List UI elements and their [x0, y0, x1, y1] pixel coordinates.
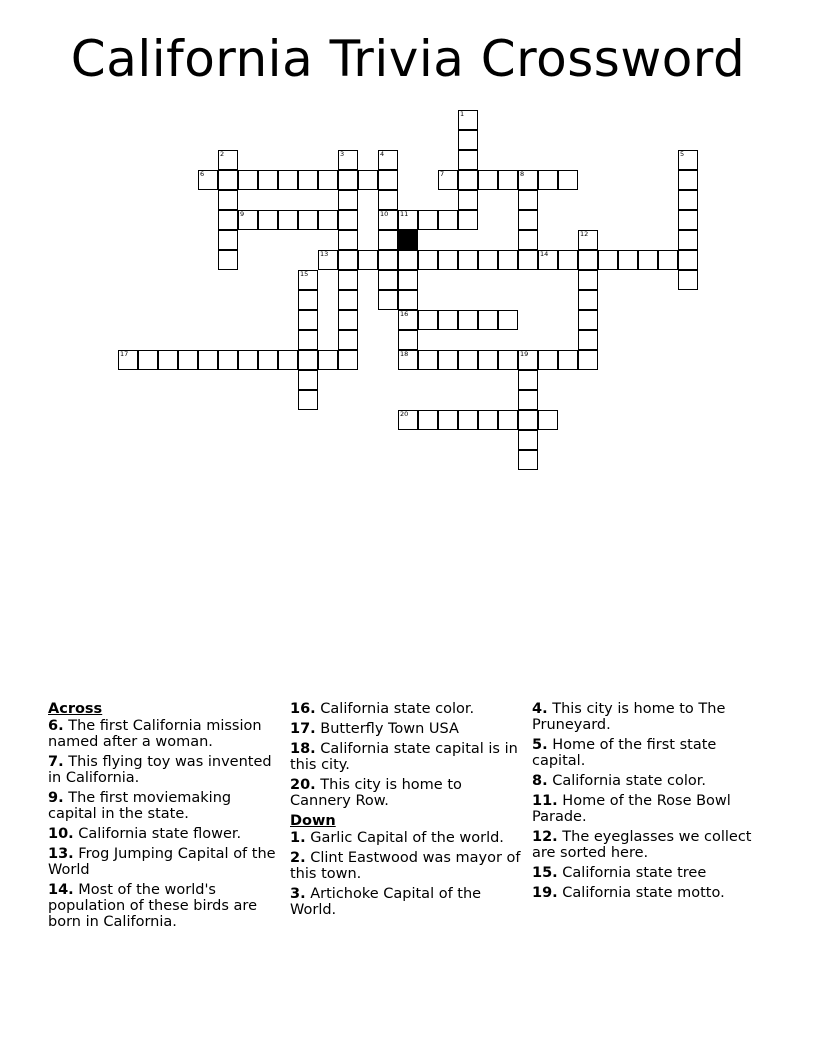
- grid-cell[interactable]: [518, 170, 538, 190]
- grid-cell[interactable]: [458, 210, 478, 230]
- grid-cell[interactable]: [378, 170, 398, 190]
- grid-cell[interactable]: [238, 350, 258, 370]
- clue-number: 9.: [48, 790, 64, 806]
- grid-cell[interactable]: [258, 170, 278, 190]
- grid-cell[interactable]: [338, 250, 358, 270]
- cell-number: 15: [300, 270, 309, 278]
- grid-cell[interactable]: [378, 270, 398, 290]
- cell-number: 5: [680, 150, 685, 158]
- grid-cell[interactable]: [578, 270, 598, 290]
- clue-number: 13.: [48, 846, 74, 862]
- grid-cell[interactable]: [438, 210, 458, 230]
- grid-cell[interactable]: [518, 230, 538, 250]
- clue-item: [48, 882, 280, 930]
- grid-cell[interactable]: [218, 210, 238, 230]
- grid-cell[interactable]: [518, 390, 538, 410]
- grid-cell[interactable]: [678, 230, 698, 250]
- grid-cell[interactable]: [458, 310, 478, 330]
- grid-cell[interactable]: [278, 350, 298, 370]
- grid-cell[interactable]: [338, 350, 358, 370]
- grid-cell[interactable]: [378, 250, 398, 270]
- clue-item: [532, 701, 768, 733]
- clue-text: Home of the first state capital.: [532, 737, 717, 769]
- grid-cell[interactable]: [678, 170, 698, 190]
- clue-column-3: [532, 701, 768, 905]
- grid-cell[interactable]: [378, 230, 398, 250]
- across-heading: Across: [48, 701, 103, 717]
- grid-cell[interactable]: [238, 170, 258, 190]
- grid-cell[interactable]: [458, 150, 478, 170]
- down-heading: Down: [290, 813, 336, 829]
- grid-cell[interactable]: [458, 410, 478, 430]
- grid-cell[interactable]: [478, 410, 498, 430]
- grid-cell[interactable]: [498, 350, 518, 370]
- grid-cell[interactable]: [298, 170, 318, 190]
- clue-item: [532, 773, 768, 789]
- grid-cell[interactable]: [298, 290, 318, 310]
- cell-number: 18: [400, 350, 409, 358]
- grid-cell[interactable]: [678, 210, 698, 230]
- clue-item: [48, 754, 280, 786]
- clue-text: This city is home to Cannery Row.: [290, 777, 462, 809]
- grid-cell[interactable]: [138, 350, 158, 370]
- grid-cell[interactable]: [378, 150, 398, 170]
- grid-cell[interactable]: [478, 350, 498, 370]
- black-cell: [398, 230, 418, 250]
- grid-cell[interactable]: [578, 350, 598, 370]
- grid-cell[interactable]: [218, 150, 238, 170]
- grid-cell[interactable]: [478, 310, 498, 330]
- grid-cell[interactable]: [418, 310, 438, 330]
- grid-cell[interactable]: [418, 250, 438, 270]
- clue-number: 20.: [290, 777, 316, 793]
- cell-number: 20: [400, 410, 409, 418]
- grid-cell[interactable]: [218, 230, 238, 250]
- clue-item: [532, 793, 768, 825]
- grid-cell[interactable]: [558, 170, 578, 190]
- grid-cell[interactable]: [338, 270, 358, 290]
- grid-cell[interactable]: [398, 250, 418, 270]
- grid-cell[interactable]: [398, 350, 418, 370]
- clue-text: Clint Eastwood was mayor of this town.: [290, 850, 521, 882]
- clue-number: 19.: [532, 885, 558, 901]
- grid-cell[interactable]: [378, 290, 398, 310]
- grid-cell[interactable]: [398, 270, 418, 290]
- grid-cell[interactable]: [498, 310, 518, 330]
- clue-number: 12.: [532, 829, 558, 845]
- grid-cell[interactable]: [678, 250, 698, 270]
- clue-item: [48, 846, 280, 878]
- cell-number: 1: [460, 110, 465, 118]
- grid-cell[interactable]: [458, 190, 478, 210]
- grid-cell[interactable]: [218, 250, 238, 270]
- clue-number: 2.: [290, 850, 306, 866]
- grid-cell[interactable]: [198, 350, 218, 370]
- clue-item: [48, 718, 280, 750]
- grid-cell[interactable]: [358, 250, 378, 270]
- grid-cell[interactable]: [178, 350, 198, 370]
- clue-text: California state flower.: [78, 826, 242, 842]
- grid-cell[interactable]: [218, 170, 238, 190]
- clue-item: [290, 721, 522, 737]
- cell-number: 13: [320, 250, 329, 258]
- grid-cell[interactable]: [518, 430, 538, 450]
- grid-cell[interactable]: [338, 170, 358, 190]
- clue-number: 3.: [290, 886, 306, 902]
- clue-number: 11.: [532, 793, 558, 809]
- grid-cell[interactable]: [278, 210, 298, 230]
- cell-number: 4: [380, 150, 385, 158]
- grid-cell[interactable]: [578, 310, 598, 330]
- grid-cell[interactable]: [458, 350, 478, 370]
- grid-cell[interactable]: [118, 350, 138, 370]
- cell-number: 8: [520, 170, 525, 178]
- grid-cell[interactable]: [218, 190, 238, 210]
- clue-text: The first California mission named after a woman.: [48, 718, 262, 750]
- grid-cell[interactable]: [338, 330, 358, 350]
- grid-cell[interactable]: [518, 370, 538, 390]
- grid-cell[interactable]: [278, 170, 298, 190]
- clue-text: California state color.: [552, 773, 707, 789]
- grid-cell[interactable]: [518, 190, 538, 210]
- grid-cell[interactable]: [158, 350, 178, 370]
- clue-text: Butterfly Town USA: [320, 721, 459, 737]
- grid-cell[interactable]: [458, 110, 478, 130]
- grid-cell[interactable]: [338, 190, 358, 210]
- grid-cell[interactable]: [338, 290, 358, 310]
- clue-text: This flying toy was invented in California.: [48, 754, 272, 786]
- grid-cell[interactable]: [218, 350, 238, 370]
- grid-cell[interactable]: [478, 170, 498, 190]
- grid-cell[interactable]: [558, 250, 578, 270]
- clue-number: 1.: [290, 830, 306, 846]
- clue-text: California state color.: [320, 701, 475, 717]
- grid-cell[interactable]: [298, 370, 318, 390]
- clue-item: [532, 885, 768, 901]
- cell-number: 16: [400, 310, 409, 318]
- grid-cell[interactable]: [238, 210, 258, 230]
- grid-cell[interactable]: [458, 130, 478, 150]
- cell-number: 11: [400, 210, 409, 218]
- grid-cell[interactable]: [438, 170, 458, 190]
- grid-cell[interactable]: [398, 330, 418, 350]
- grid-cell[interactable]: [318, 170, 338, 190]
- grid-cell[interactable]: [438, 310, 458, 330]
- clue-column-1: [48, 701, 280, 934]
- clue-number: 7.: [48, 754, 64, 770]
- clue-item: [48, 826, 280, 842]
- cell-number: 7: [440, 170, 445, 178]
- clue-item: [290, 850, 522, 882]
- clue-text: This city is home to The Pruneyard.: [532, 701, 726, 733]
- clue-text: California state tree: [562, 865, 707, 881]
- clue-text: California state motto.: [562, 885, 725, 901]
- grid-cell[interactable]: [518, 250, 538, 270]
- grid-cell[interactable]: [518, 350, 538, 370]
- grid-cell[interactable]: [398, 310, 418, 330]
- grid-cell[interactable]: [338, 230, 358, 250]
- grid-cell[interactable]: [518, 410, 538, 430]
- clue-number: 8.: [532, 773, 548, 789]
- clue-item: [48, 790, 280, 822]
- clue-number: 10.: [48, 826, 74, 842]
- clue-text: The eyeglasses we collect are sorted here.: [532, 829, 752, 861]
- grid-cell[interactable]: [538, 410, 558, 430]
- grid-cell[interactable]: [538, 350, 558, 370]
- grid-cell[interactable]: [318, 250, 338, 270]
- grid-cell[interactable]: [398, 210, 418, 230]
- grid-cell[interactable]: [458, 170, 478, 190]
- grid-cell[interactable]: [418, 410, 438, 430]
- grid-cell[interactable]: [398, 290, 418, 310]
- cell-number: 14: [540, 250, 549, 258]
- grid-cell[interactable]: [318, 350, 338, 370]
- clue-item: [290, 830, 522, 846]
- grid-cell[interactable]: [258, 350, 278, 370]
- grid-cell[interactable]: [378, 210, 398, 230]
- clue-item: [532, 737, 768, 769]
- clue-number: 6.: [48, 718, 64, 734]
- clue-number: 14.: [48, 882, 74, 898]
- grid-cell[interactable]: [298, 350, 318, 370]
- clue-item: [290, 741, 522, 773]
- grid-cell[interactable]: [298, 390, 318, 410]
- clue-text: Frog Jumping Capital of the World: [48, 846, 276, 878]
- clue-number: 5.: [532, 737, 548, 753]
- clue-number: 15.: [532, 865, 558, 881]
- grid-cell[interactable]: [638, 250, 658, 270]
- grid-cell[interactable]: [658, 250, 678, 270]
- grid-cell[interactable]: [578, 330, 598, 350]
- grid-cell[interactable]: [618, 250, 638, 270]
- clue-item: [290, 886, 522, 918]
- clue-number: 4.: [532, 701, 548, 717]
- cell-number: 9: [240, 210, 245, 218]
- grid-cell[interactable]: [538, 170, 558, 190]
- clue-item: [290, 777, 522, 809]
- clue-text: Artichoke Capital of the World.: [290, 886, 482, 918]
- clue-text: California state capital is in this city.: [290, 741, 518, 773]
- grid-cell[interactable]: [418, 350, 438, 370]
- grid-cell[interactable]: [298, 310, 318, 330]
- clue-item: [532, 829, 768, 861]
- grid-cell[interactable]: [198, 170, 218, 190]
- grid-cell[interactable]: [438, 350, 458, 370]
- grid-cell[interactable]: [578, 230, 598, 250]
- grid-cell[interactable]: [338, 150, 358, 170]
- grid-cell[interactable]: [298, 270, 318, 290]
- grid-cell[interactable]: [518, 450, 538, 470]
- grid-cell[interactable]: [598, 250, 618, 270]
- grid-cell[interactable]: [678, 150, 698, 170]
- grid-cell[interactable]: [458, 250, 478, 270]
- cell-number: 12: [580, 230, 589, 238]
- grid-cell[interactable]: [338, 210, 358, 230]
- grid-cell[interactable]: [538, 250, 558, 270]
- grid-cell[interactable]: [438, 410, 458, 430]
- grid-cell[interactable]: [398, 410, 418, 430]
- cell-number: 10: [380, 210, 389, 218]
- grid-cell[interactable]: [498, 410, 518, 430]
- grid-cell[interactable]: [498, 170, 518, 190]
- grid-cell[interactable]: [578, 290, 598, 310]
- cell-number: 2: [220, 150, 225, 158]
- clue-item: [532, 865, 768, 881]
- grid-cell[interactable]: [678, 190, 698, 210]
- grid-cell[interactable]: [438, 250, 458, 270]
- grid-cell[interactable]: [318, 210, 338, 230]
- grid-cell[interactable]: [498, 250, 518, 270]
- grid-cell[interactable]: [298, 210, 318, 230]
- clue-item: [290, 701, 522, 717]
- cell-number: 17: [120, 350, 129, 358]
- grid-cell[interactable]: [518, 210, 538, 230]
- clue-number: 16.: [290, 701, 316, 717]
- clue-text: Home of the Rose Bowl Parade.: [532, 793, 731, 825]
- clue-number: 18.: [290, 741, 316, 757]
- grid-cell[interactable]: [298, 330, 318, 350]
- grid-cell[interactable]: [338, 310, 358, 330]
- grid-cell[interactable]: [678, 270, 698, 290]
- clue-text: Garlic Capital of the world.: [310, 830, 504, 846]
- clue-text: Most of the world's population of these birds are born in California.: [48, 882, 257, 930]
- clue-text: The first moviemaking capital in the state.: [48, 790, 232, 822]
- grid-cell[interactable]: [558, 350, 578, 370]
- cell-number: 3: [340, 150, 345, 158]
- grid-cell[interactable]: [418, 210, 438, 230]
- grid-cell[interactable]: [478, 250, 498, 270]
- clue-column-2: [290, 701, 522, 922]
- puzzle-title: California Trivia Crossword: [70, 30, 746, 88]
- grid-cell[interactable]: [258, 210, 278, 230]
- grid-cell[interactable]: [378, 190, 398, 210]
- clue-number: 17.: [290, 721, 316, 737]
- cell-number: 19: [520, 350, 529, 358]
- cell-number: 6: [200, 170, 205, 178]
- grid-cell[interactable]: [358, 170, 378, 190]
- grid-cell[interactable]: [578, 250, 598, 270]
